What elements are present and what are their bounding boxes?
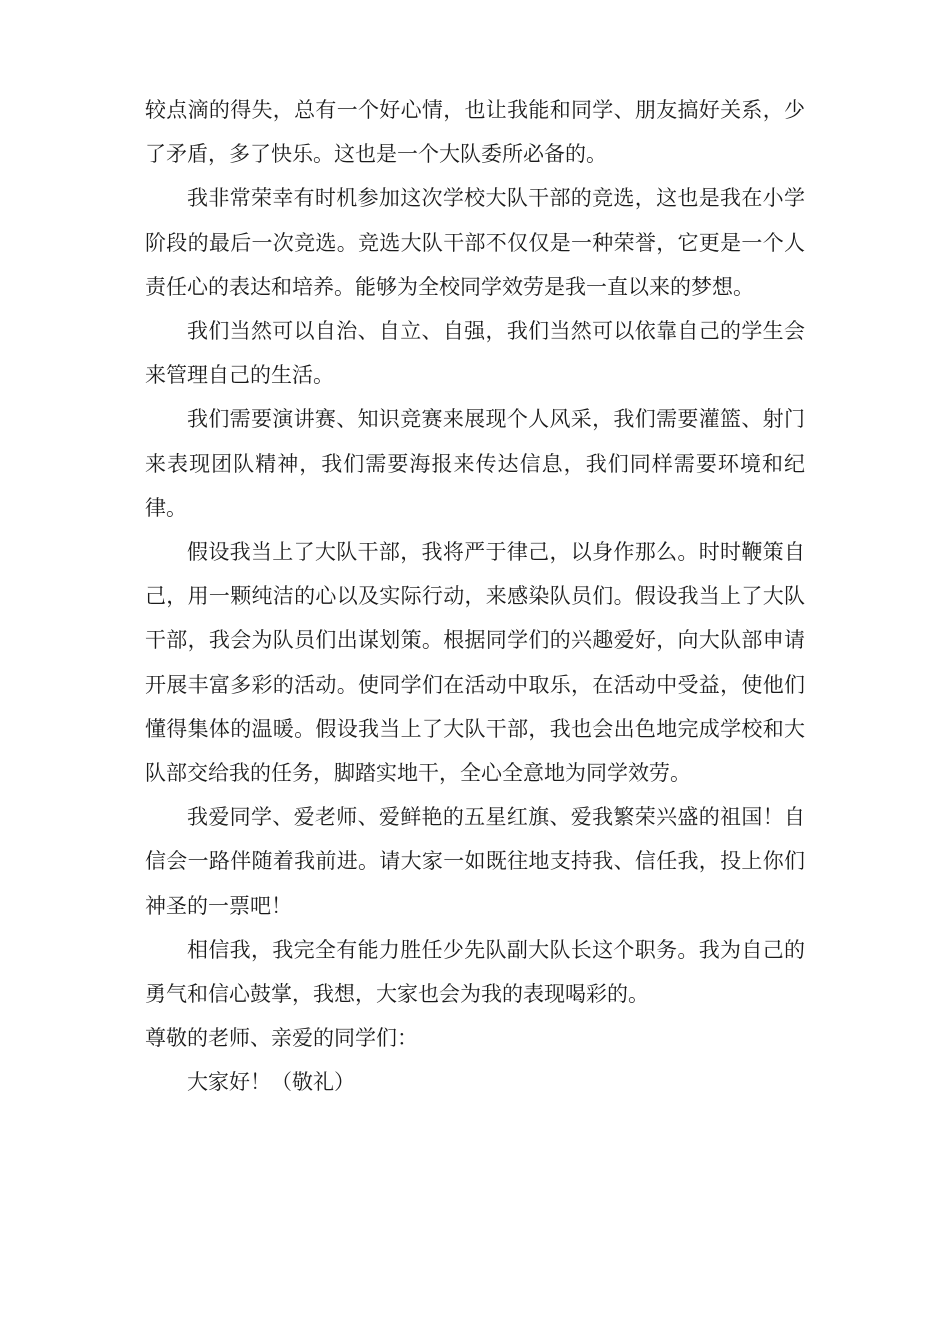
paragraph-3: 我们当然可以自治、自立、自强，我们当然可以依靠自己的学生会来管理自己的生活。 xyxy=(145,319,805,388)
paragraph-5: 假设我当上了大队干部，我将严于律己，以身作那么。时时鞭策自己，用一颗纯洁的心以及实际行动，来感染队员们。假设我当上了大队干部，我会为队员们出谋划策。根据同学们的兴趣爱好，向大队部申请开展丰富多彩的活动。使同学们在活动中取乐，在活动中受益，使他们懂得集体的温暖。假设我当上了大队干部，我也会出色地完成学校和大队部交给我的任务，脚踏实地干，全心全意地为同学效劳。 xyxy=(145,540,805,786)
document-body xyxy=(145,88,805,1105)
greeting: 大家好！（敬礼） xyxy=(187,1070,355,1095)
paragraph-6: 我爱同学、爱老师、爱鲜艳的五星红旗、爱我繁荣兴盛的祖国！自信会一路伴随着我前进。请大家一如既往地支持我、信任我，投上你们神圣的一票吧！ xyxy=(145,805,805,918)
paragraph-4: 我们需要演讲赛、知识竞赛来展现个人风采，我们需要灌篮、射门来表现团队精神，我们需要海报来传达信息，我们同样需要环境和纪律。 xyxy=(145,407,805,520)
paragraph-7: 相信我，我完全有能力胜任少先队副大队长这个职务。我为自己的勇气和信心鼓掌，我想，大家也会为我的表现喝彩的。 xyxy=(145,937,805,1007)
salutation: 尊敬的老师、亲爱的同学们： xyxy=(145,1026,418,1051)
paragraph-2: 我非常荣幸有时机参加这次学校大队干部的竞选，这也是我在小学阶段的最后一次竞选。竞选大队干部不仅仅是一种荣誉，它更是一个人责任心的表达和培养。能够为全校同学效劳是我一直以来的梦想。 xyxy=(145,186,805,299)
paragraph-1: 较点滴的得失，总有一个好心情，也让我能和同学、朋友搞好关系，少了矛盾，多了快乐。这也是一个大队委所必备的。 xyxy=(145,98,805,167)
